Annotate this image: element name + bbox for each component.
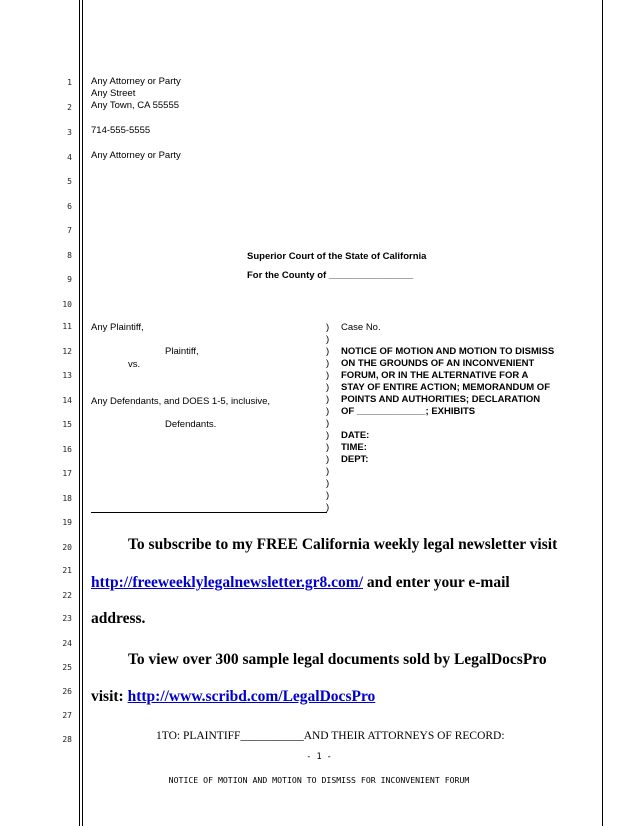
caption-paren: )	[326, 418, 330, 429]
caption-paren: )	[326, 322, 330, 333]
notice-to-plaintiff: 1TO: PLAINTIFF___________AND THEIR ATTORNEYS OF RECORD:	[156, 730, 505, 742]
line-number: 24	[62, 639, 72, 648]
line-number: 17	[62, 469, 72, 478]
caption-paren: )	[326, 490, 330, 501]
line-number: 10	[62, 300, 72, 309]
defendant-role: Defendants.	[165, 419, 217, 430]
caption-paren: )	[326, 394, 330, 405]
line-number: 22	[62, 591, 72, 600]
legaldocs-link-line	[91, 688, 375, 706]
caption-paren: )	[326, 430, 330, 441]
attorney-street: Any Street	[91, 88, 136, 99]
hearing-date: DATE:	[341, 430, 370, 441]
line-number: 1	[67, 78, 72, 87]
plaintiff-name: Any Plaintiff,	[91, 322, 144, 333]
newsletter-link-suffix: and enter your e-mail	[363, 574, 510, 591]
left-margin-rule-inner	[82, 0, 83, 826]
line-number: 6	[67, 202, 72, 211]
caption-paren: )	[326, 370, 330, 381]
caption-paren: )	[326, 406, 330, 417]
line-number: 21	[62, 566, 72, 575]
line-number: 8	[67, 251, 72, 260]
caption-paren: )	[326, 346, 330, 357]
caption-paren: )	[326, 442, 330, 453]
hearing-dept: DEPT:	[341, 454, 369, 465]
line-number: 15	[62, 420, 72, 429]
line-number: 3	[67, 128, 72, 137]
line-number: 7	[67, 226, 72, 235]
newsletter-link[interactable]: http://freeweeklylegalnewsletter.gr8.com/	[91, 574, 364, 591]
hearing-time: TIME:	[341, 442, 367, 453]
line-number: 27	[62, 711, 72, 720]
left-margin-rule-outer	[79, 0, 80, 826]
document-title-line: POINTS AND AUTHORITIES; DECLARATION	[341, 394, 541, 405]
line-number: 25	[62, 663, 72, 672]
legaldocs-promo-line: To view over 300 sample legal documents sold by LegalDocsPro	[128, 651, 547, 668]
caption-paren: )	[326, 358, 330, 369]
line-number: 12	[62, 347, 72, 356]
attorney-city: Any Town, CA 55555	[91, 100, 180, 111]
line-number: 11	[62, 322, 72, 331]
caption-paren: )	[326, 466, 330, 477]
document-title-line: FORUM, OR IN THE ALTERNATIVE FOR A	[341, 370, 529, 381]
line-number: 18	[62, 494, 72, 503]
versus-label: vs.	[128, 359, 141, 370]
document-title-line: STAY OF ENTIRE ACTION; MEMORANDUM OF	[341, 382, 550, 393]
court-name: Superior Court of the State of California	[247, 251, 427, 262]
caption-paren: )	[326, 502, 330, 513]
line-number: 2	[67, 103, 72, 112]
page-number: - 1 -	[306, 752, 332, 762]
caption-paren: )	[326, 382, 330, 393]
line-number: 16	[62, 445, 72, 454]
footer-title: NOTICE OF MOTION AND MOTION TO DISMISS FOR INCONVENIENT FORUM	[168, 775, 470, 785]
newsletter-promo-line: To subscribe to my FREE California weekly legal newsletter visit	[128, 536, 558, 553]
line-number: 9	[67, 275, 72, 284]
line-number: 20	[62, 543, 72, 552]
line-number: 23	[62, 614, 72, 623]
caption-paren: )	[326, 334, 330, 345]
document-title-line: ON THE GROUNDS OF AN INCONVENIENT	[341, 358, 535, 369]
newsletter-link-line	[91, 574, 510, 592]
caption-paren: )	[326, 478, 330, 489]
plaintiff-role: Plaintiff,	[165, 346, 199, 357]
attorney-name: Any Attorney or Party	[91, 76, 181, 87]
line-number: 4	[67, 153, 72, 162]
document-title-line: NOTICE OF MOTION AND MOTION TO DISMISS	[341, 346, 555, 357]
court-county: For the County of ________________	[247, 270, 414, 281]
legaldocs-link-prefix: visit:	[91, 688, 128, 705]
document-title-line: OF _____________; EXHIBITS	[341, 406, 476, 417]
line-number: 28	[62, 735, 72, 744]
line-number: 5	[67, 177, 72, 186]
newsletter-address-line: address.	[91, 610, 146, 627]
line-number: 19	[62, 518, 72, 527]
right-margin-rule	[602, 0, 603, 826]
caption-paren: )	[326, 454, 330, 465]
attorney-phone: 714-555-5555	[91, 125, 151, 136]
defendants-name: Any Defendants, and DOES 1-5, inclusive,	[91, 396, 271, 407]
attorney-for: Any Attorney or Party	[91, 150, 181, 161]
legaldocs-link[interactable]: http://www.scribd.com/LegalDocsPro	[127, 688, 376, 705]
line-number: 14	[62, 396, 72, 405]
case-number: Case No.	[341, 322, 381, 333]
caption-underline	[91, 512, 327, 513]
line-number: 26	[62, 687, 72, 696]
line-number: 13	[62, 371, 72, 380]
